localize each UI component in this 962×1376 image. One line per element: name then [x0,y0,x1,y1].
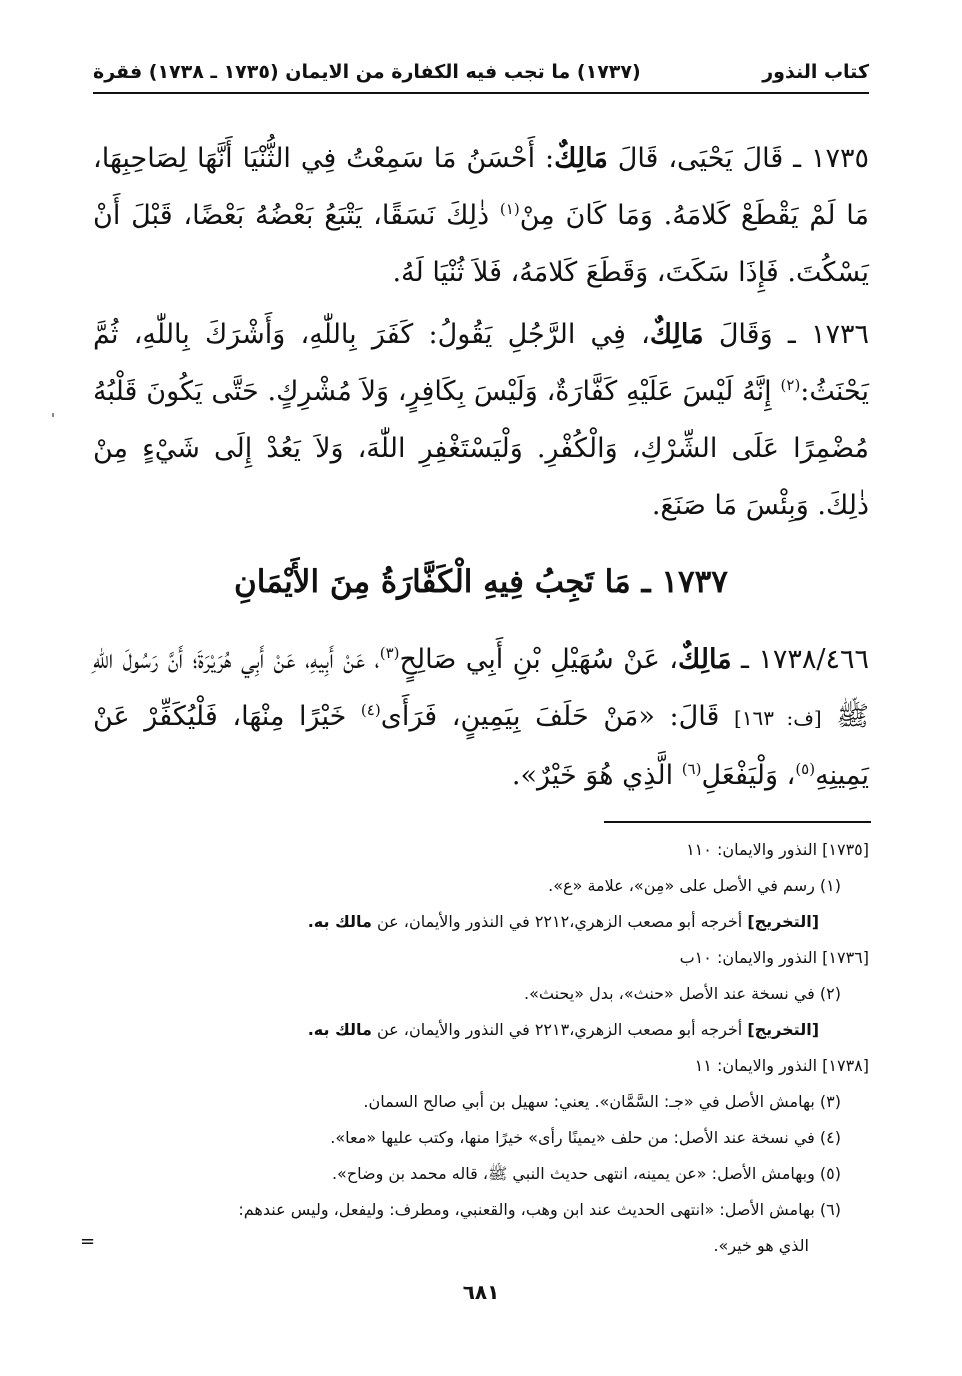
paragraph-text-cont: ذٰلِكَ نَسَقًا، يَتْبَعُ بَعْضُهُ بَعْضًا، قَبْلَ أَنْ يَسْكُتَ. فَإِذَا سَكَتَ، وَقَطَعَ كَلامَهُ، فَلاَ ثُنْيَا لَهُ. [93,200,869,288]
takhrij-text: أخرجه أبو مصعب الزهري،٢٢١٢ في النذور والأيمان، عن [371,912,748,931]
paragraph-text-cont: إِنَّهُ لَيْسَ عَلَيْهِ كَفَّارَةٌ، وَلَيْسَ بِكَافِرٍ، وَلاَ مُشْرِكٍ. حَتَّى يَكُونَ قَلْبُهُ مُضْمِرًا عَلَى الشِّرْكِ، وَالْكُفْرِ. وَلْيَسْتَغْفِرِ اللّٰهَ، وَلاَ يَعُدْ إِلَى شَيْءٍ مِنْ ذٰلِكَ. وَبِئْسَ مَا صَنَعَ. [93,376,869,521]
footnote-source-1738: [١٧٣٨] النذور والايمان: ١١ [694,1056,869,1075]
continuation-mark: = [80,1231,96,1252]
narrator-name: مَالِكٌ [554,143,608,174]
footnote-marker-5: (٥) [795,760,816,778]
margin-mark [52,413,54,417]
takhrij-1735 [93,904,869,940]
footnote-marker-3: (٣) [379,644,400,662]
running-header [93,52,869,94]
takhrij-1736 [93,1012,869,1048]
footnote-1: (١) رسم في الأصل على «مِن»، علامة «ع». [548,876,841,895]
hadith-text: خَيْرًا مِنْهَا، فَلْيُكَفِّرْ عَنْ يَمِينِهِ [93,701,869,791]
paragraph-number: ١٧٣٦ ـ [787,319,869,350]
footnote-4: (٤) في نسخة عند الأصل: من حلف «يمينًا رأى» خيرًا منها، وكتب عليها «معا». [330,1128,841,1147]
footnote-source-1735: [١٧٣٥] النذور والايمان: ١١٠ [686,840,869,859]
narrator-name: مَالِكٌ [677,644,732,675]
paragraph-lead: قَالَ يَحْيَى، قَالَ [617,143,784,174]
chapter-title: ١٧٣٧ ـ مَا تَجِبُ فِيهِ الْكَفَّارَةُ مِنَ الأَيْمَانِ [234,564,728,600]
hadith-number: ١٧٣٨/٤٦٦ ـ [741,644,869,675]
reference-mark: [ف: ١٦٣] [734,706,822,730]
footnotes [93,832,869,1264]
footnote-5: (٥) وبهامش الأصل: «عن يمينه، انتهى حديث النبي ﷺ، قاله محمد بن وضاح». [331,1164,841,1183]
footnote-separator [604,821,871,823]
hadith-text: ، عَنْ سُهَيْلِ بْنِ أَبِي صَالِحٍ [399,644,678,675]
footnote-source-1736: [١٧٣٦] النذور والايمان: ١٠ب [679,948,869,967]
hadith-text: قَالَ: «مَنْ حَلَفَ بِيَمِينٍ، فَرَأَى [380,701,734,732]
footnote-6: (٦) بهامش الأصل: «انتهى الحديث عند ابن وهب، والقعنبي، ومطرف: وليفعل، وليس عندهم: [238,1200,841,1219]
section-range: (١٧٣٧) ما تجب فيه الكفارة من الايمان (١٧٣٥ ـ ١٧٣٨) فقرة [93,61,641,83]
hadith-text: ، وَلْيَفْعَلِ [701,760,796,791]
paragraph-1735 [93,130,869,301]
paragraph-text: ، فِي الرَّجُلِ يَقُولُ: كَفَرَ بِاللّٰهِ، وَأَشْرَكَ بِاللّٰهِ، ثُمَّ يَحْنَثُ: [93,319,869,407]
hadith-text: ، عَنْ أَبِيهِ، عَنْ أَبِي هُرَيْرَةَ؛ أَنَّ رَسُولَ اللّٰهِ ﷺ [93,644,870,732]
takhrij-label: [التخريج] [747,1020,819,1039]
book-title: كتاب النذور [762,61,869,83]
paragraph-text: : أَحْسَنُ مَا سَمِعْتُ فِي الثُّنْيَا أَنَّهَا لِصَاحِبِهَا، مَا لَمْ يَقْطَعْ كَلامَهُ. وَمَا كَانَ مِنْ [93,143,869,231]
paragraph-number: ١٧٣٥ ـ [793,143,869,174]
footnote-3: (٣) بهامش الأصل في «جـ: السَّمَّان». يعني: سهيل بن أبي صالح السمان. [363,1092,841,1111]
footnote-6-cont: الذي هو خير». [713,1236,809,1255]
footnote-marker-1: (١) [499,200,520,218]
takhrij-malik: مالك به. [307,912,372,931]
footnote-marker-2: (٢) [780,376,801,394]
footnote-marker-6: (٦) [681,760,702,778]
paragraph-1736 [93,306,869,534]
narrator-name: مَالِكٌ [649,319,704,350]
hadith-text: الَّذِي هُوَ خَيْرٌ». [511,760,682,791]
footnote-marker-4: (٤) [360,701,381,719]
hadith-1738 [93,631,869,804]
paragraph-lead: وَقَالَ [718,319,773,350]
page-number: ٦٨١ [462,1280,500,1304]
takhrij-text: أخرجه أبو مصعب الزهري،٢٢١٣ في النذور والأيمان، عن [371,1020,748,1039]
footnote-2: (٢) في نسخة عند الأصل «حنث»، بدل «يحنث». [524,984,841,1003]
takhrij-label: [التخريج] [747,912,819,931]
takhrij-malik: مالك به. [307,1020,372,1039]
